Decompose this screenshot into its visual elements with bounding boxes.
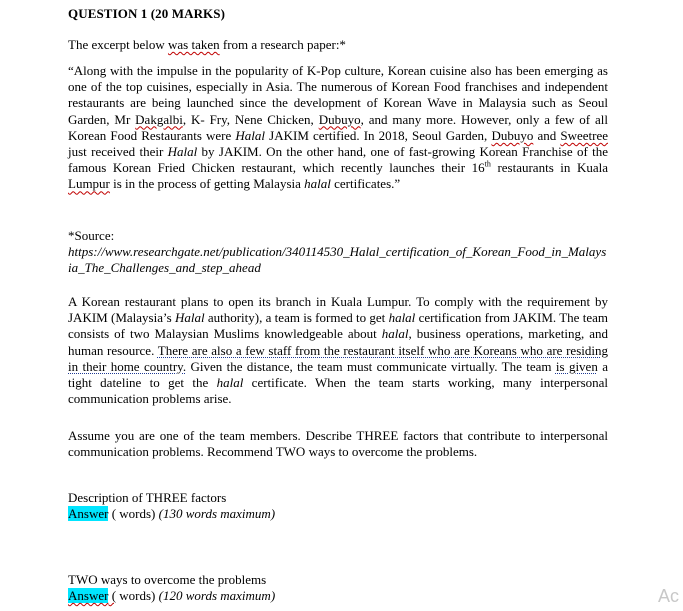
part1-word-count: ( words) bbox=[108, 506, 159, 521]
activation-watermark: Ac bbox=[657, 586, 679, 606]
spellcheck-word: Dubuyo bbox=[318, 111, 361, 127]
spellcheck-word: Lumpur bbox=[68, 176, 110, 192]
intro-line bbox=[68, 37, 346, 53]
excerpt-text: “Along with the impulse in the popularity of K-Pop culture, Korean cuisine also has been emerging as one of the top cuisines, especially in Asia. The numerous of Korean Food franchises and independent restaurants are being launched since the development of Korean Wave in Malaysia such as Seoul Garden, Mr bbox=[68, 63, 608, 127]
scenario-text: Given the distance, the team must communicate virtually. The team bbox=[186, 358, 556, 374]
excerpt-text: is in the process of getting Malaysia bbox=[109, 176, 305, 192]
excerpt-text: and bbox=[533, 127, 561, 143]
part2-word-count-open: ( bbox=[108, 588, 117, 603]
source-url[interactable]: https://www.researchgate.net/publication/340114530_Halal_certification_of_Korean_Food_in_Malaysia_The_Challenges_and_step_ahead bbox=[68, 244, 607, 276]
scenario-text: a tight dateline to get the bbox=[68, 358, 608, 391]
question-heading: QUESTION 1 (20 MARKS) bbox=[68, 6, 226, 21]
part1-answer-line[interactable] bbox=[68, 506, 275, 522]
part2-answer-highlight: Answer bbox=[68, 588, 109, 603]
part1-label: Description of THREE factors bbox=[68, 490, 227, 505]
excerpt-text: , K- Fry, Nene Chicken, bbox=[182, 111, 319, 127]
scenario-text: authority), a team is formed to get bbox=[204, 310, 389, 326]
part2-word-limit: (120 words maximum) bbox=[158, 588, 276, 603]
part2-answer-line[interactable] bbox=[68, 588, 275, 604]
source-label: *Source: bbox=[68, 228, 115, 243]
part1-word-limit: (130 words maximum) bbox=[158, 506, 276, 521]
excerpt-italic: Halal bbox=[167, 144, 198, 160]
excerpt-text: by JAKIM. On the other hand, one of fast-growing Korean Franchise of the famous Korean Fried Chicken restaurant, which recently launches their 16 bbox=[68, 144, 608, 176]
scenario-text: certificate. When the team starts working, many interpersonal communication problems arise. bbox=[68, 375, 609, 407]
intro-text-a: The excerpt below bbox=[68, 37, 168, 52]
scenario-italic: halal bbox=[388, 310, 416, 326]
task-instructions: Assume you are one of the team members. Describe THREE factors that contribute to interpersonal communication problems. Recommend TWO ways to overcome the problems. bbox=[68, 428, 608, 460]
intro-text-b: from a research paper:* bbox=[219, 37, 346, 52]
spellcheck-word: Dubuyo bbox=[491, 127, 534, 143]
part2-label: TWO ways to overcome the problems bbox=[68, 572, 267, 587]
part2-word-count: words) bbox=[116, 588, 159, 603]
scenario-italic: halal bbox=[381, 326, 409, 342]
part1-answer-highlight: Answer bbox=[68, 506, 109, 521]
excerpt-text: just received their bbox=[68, 144, 168, 160]
scenario-text: , business operations, marketing, and human resource. bbox=[68, 326, 608, 358]
excerpt-text: JAKIM certified. In 2018, Seoul Garden, bbox=[265, 127, 492, 143]
intro-text-spellcheck: was taken bbox=[167, 37, 220, 52]
grammar-flagged-phrase: is given bbox=[555, 358, 598, 374]
ordinal-suffix: th bbox=[484, 159, 491, 169]
spellcheck-word: Sweetree bbox=[560, 127, 608, 143]
spellcheck-word: Dakgalbi bbox=[135, 111, 183, 127]
scenario-text: certification from JAKIM. The team consists of two Malaysian Muslims knowledgeable about bbox=[68, 310, 608, 342]
source-citation bbox=[68, 228, 608, 277]
scenario-italic: Halal bbox=[174, 310, 205, 326]
excerpt-italic: halal bbox=[304, 176, 331, 192]
excerpt-text: certificates.” bbox=[330, 176, 401, 192]
scenario-text: A Korean restaurant plans to open its branch in Kuala Lumpur. To comply with the requirement by JAKIM (Malaysia’s bbox=[68, 294, 608, 326]
excerpt-italic: Halal bbox=[235, 127, 266, 143]
excerpt-text: , and many more. However, only a few of all Korean Food Restaurants were bbox=[68, 111, 608, 143]
excerpt-text: restaurants in Kuala bbox=[490, 160, 608, 176]
grammar-flagged-sentence: There are also a few staff from the restaurant itself who are Koreans who are residing in their home country. bbox=[68, 342, 608, 374]
research-excerpt bbox=[68, 63, 608, 193]
scenario-italic: halal bbox=[216, 375, 244, 391]
scenario-paragraph bbox=[68, 294, 608, 407]
